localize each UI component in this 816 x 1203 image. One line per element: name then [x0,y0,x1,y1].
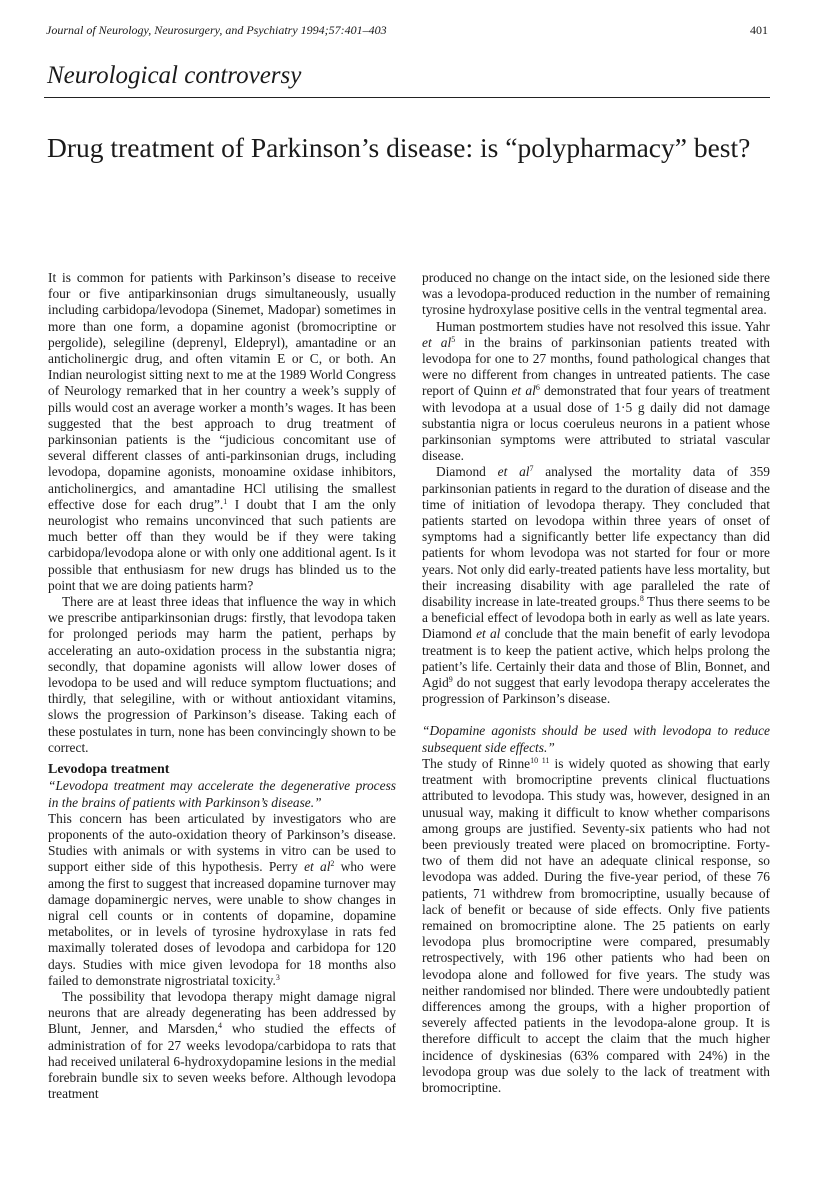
reference-marker: 5 [451,334,456,344]
section-rule [44,97,770,98]
paragraph: There are at least three ideas that influence the way in which we prescribe antiparkinsonian drugs: firstly, that levodopa taken for prolonged periods may harm the patient, perhaps by accelerating an auto-oxidation process in the substantia nigra; secondly, that dopamine agonists will allow lower doses of levodopa to be used and will reduce symptom fluctuations; and thirdly, that selegiline, with or without antioxidant vitamins, slows the progression of Parkinson’s disease. Taking each of these postulates in turn, none has been convincingly shown to be correct. [48,594,396,755]
left-column [48,270,396,1102]
paragraph: The possibility that levodopa therapy might damage nigral neurons that are already degenerating has been addressed by Blunt, Jenner, and Marsden,$^4$ who studied the effects of administration of for 27 weeks levodopa/carbidopa to rats that had received unilateral 6-hydroxydopamine lesions in the medial forebrain bundle six to seven weeks before. Although levodopa treatment [48,988,397,1102]
reference-marker: 6 [535,383,540,393]
reference-marker: 2 [330,859,335,869]
paragraph: The study of Rinne$^{10 11}$ is widely quoted as showing that early treatment with bromocriptine prevents clinical fluctuations attributed to levodopa. This study was, however, designed in an unusual way, making it difficult to know whether comparisons among groups are justified. Seventy-six patients who had not been previously treated were placed on bromocriptine. Forty-two of them did not have an adequate clinical response, so levodopa was added. During the five-year period, of these 76 patients, 71 withdrew from bromocriptine, usually because of lack of benefit or because of side effects. Only five patients remained on bromocriptine alone. The 25 patients on early levodopa plus bromocriptine were compared, presumably retrospectively, with 196 other patients who had been on levodopa alone and followed for five years. The study was neither randomised nor blinded. There were undoubtedly patient differences among the groups, with a higher proportion of severely affected patients in the levodopa-alone group. It is therefore difficult to accept the claim that the much higher incidence of dyskinesias (63% compared with 24%) in the levodopa group was due solely to the lack of treatment with bromocriptine. [422,755,771,1095]
paragraph: It is common for patients with Parkinson’s disease to receive four or five antiparkinsonian drugs simultaneously, usually including carbidopa/levodopa (Sinemet, Madopar) sometimes in more than one form, a dopamine agonist (bromocriptine or pergolide), selegiline (deprenyl, Eldepryl), amantadine or an anticholinergic drug, and often vitamin E or C, or both. An Indian neurologist sitting next to me at the 1989 World Congress of Neurology remarked that in her country a week’s supply of pills would cost an average worker a month’s wages. It has been suggested that the best approach to drug treatment of parkinsonian patients is the “judicious concomitant use of several different classes of anti-parkinsonian drugs, including levodopa, dopamine agonists, monoamine oxidase inhibitors, anticholinergics, and amantadine HCl utilising the smallest effective dose for each drug”.$^1$ I doubt that I am the only neurologist who remains unconvinced that such patients are much better off than they would be if they were taking carbidopa/levodopa alone or with only one additional agent. Is it possible that enthusiasm for new drugs has blinded us to the point that we are doing patients harm? [48,270,397,593]
reference-marker: 3 [275,972,280,982]
reference-marker: 9 [448,675,453,685]
page-number: 401 [750,23,768,37]
reference-marker: 8 [639,594,644,604]
paragraph: Human postmortem studies have not resolved this issue. Yahr et $al^5$ in the brains of parkinsonian patients treated with levodopa for one to 27 months, found pathological changes that were no different from changes in untreated patients. The case report of Quinn et $al^6$ demonstrated that four years of treatment with levodopa at a usual dose of 1·5 g daily did not damage substantia nigra or locus coeruleus neurons in a patient whose parkinsonian symptoms were attributed to striatal vascular disease. [422,318,770,464]
running-head [46,23,768,41]
reference-marker: 7 [529,464,534,474]
paragraph: This concern has been articulated by investigators who are proponents of the auto-oxidation theory of Parkinson’s disease. Studies with animals or with systems in vitro can be used to support either side of this hypothesis. Perry et $al^2$ who were among the first to suggest that increased dopamine turnover may damage dopaminergic nerves, were unable to show changes in nigral cell counts or in contents of dopamine, dopamine metabolites, or in levels of tyrosine hydroxylase in rats fed maximally tolerated doses of levodopa and carbidopa for 120 days. Studies with mice given levodopa for 18 months also failed to demonstrate nigrostriatal toxicity.$^3$ [48,810,396,988]
article-title: Drug treatment of Parkinson’s disease: is “polypharmacy” best? [47,132,751,163]
paragraph: Diamond et $al^7$ analysed the mortality data of 359 parkinsonian patients in regard to the duration of disease and the time of initiation of levodopa therapy. They concluded that patients started on levodopa within three years of onset of symptoms had a significantly better life expectancy than did patients for whom levodopa was not started for four or more years. Not only did early-treated patients have less mortality, but their increasing disability with age paralleled the rate of disability increase in late-treated groups.$^8$ Thus there seems to be a beneficial effect of levodopa both in early as well as late years. Diamond et al conclude that the main benefit of early levodopa treatment is to keep the patient active, which helps prolong the patient’s life. Certainly their data and those of Blin, Bonnet, and Agid$^9$ do not suggest that early levodopa therapy accelerates the progression of Parkinson’s disease. [422,464,770,707]
section-label: Neurological controversy [47,62,302,89]
reference-marker: 4 [218,1021,222,1031]
pull-quote: “Levodopa treatment may accelerate the degenerative process in the brains of patients with Parkinson’s disease.” [48,778,396,810]
journal-citation: Journal of Neurology, Neurosurgery, and Psychiatry 1994;57:401–403 [46,23,387,37]
right-column [422,270,770,1096]
pull-quote: “Dopamine agonists should be used with levodopa to reduce subsequent side effects.” [422,723,770,755]
reference-marker: 1 [223,496,228,506]
paragraph: produced no change on the intact side, on the lesioned side there was a levodopa-produced reduction in the number of remaining tyrosine hydroxylase positive cells in the ventral tegmental area. [422,270,770,318]
reference-marker: 10 11 [530,755,550,765]
section-heading: Levodopa treatment [48,762,170,778]
